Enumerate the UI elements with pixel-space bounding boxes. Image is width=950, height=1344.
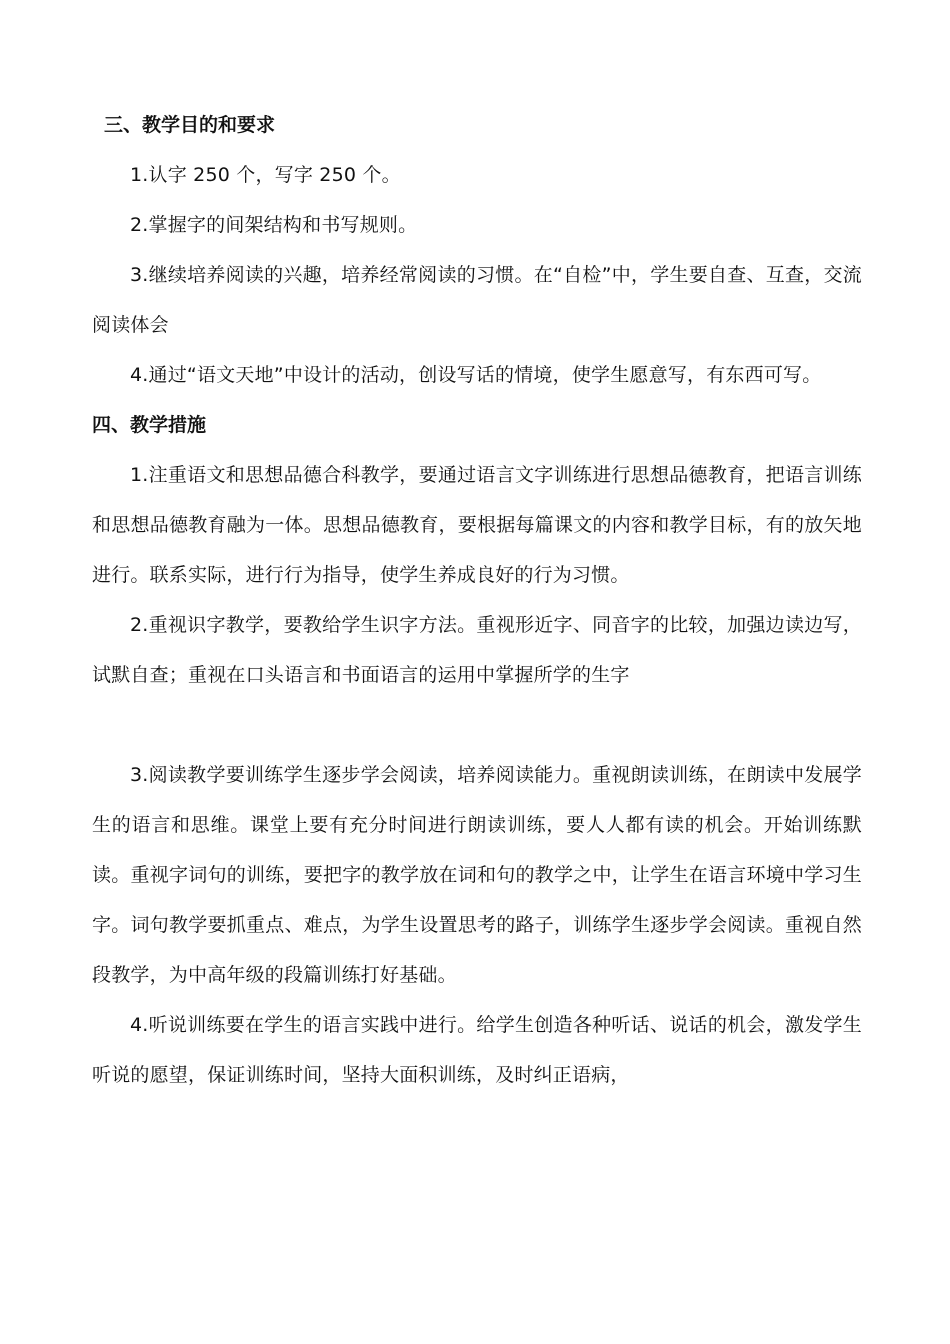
goal-item-1: 1.认字 250 个，写字 250 个。 [130, 164, 401, 186]
section-heading-teaching-goals: 三、教学目的和要求 [104, 114, 276, 136]
measure-item-1: 1.注重语文和思想品德合科教学，要通过语言文字训练进行思想品德教育，把语言训练和思想品德教育融为一体。思想品德教育，要根据每篇课文的内容和教学目标，有的放矢地进行。联系实际，进行行为指导，使学生养成良好的行为习惯。 [92, 464, 862, 586]
measure-item-2: 2.重视识字教学，要教给学生识字方法。重视形近字、同音字的比较，加强边读边写，试默自查；重视在口头语言和书面语言的运用中掌握所学的生字 [92, 614, 862, 686]
blank-line [92, 700, 862, 750]
document-page [92, 100, 862, 1100]
measure-item-4: 4.听说训练要在学生的语言实践中进行。给学生创造各种听话、说话的机会，激发学生听说的愿望，保证训练时间，坚持大面积训练，及时纠正语病， [92, 1014, 862, 1086]
measure-item-3: 3.阅读教学要训练学生逐步学会阅读，培养阅读能力。重视朗读训练，在朗读中发展学生的语言和思维。课堂上要有充分时间进行朗读训练，要人人都有读的机会。开始训练默读。重视字词句的训练，要把字的教学放在词和句的教学之中，让学生在语言环境中学习生字。词句教学要抓重点、难点，为学生设置思考的路子，训练学生逐步学会阅读。重视自然段教学，为中高年级的段篇训练打好基础。 [92, 764, 862, 986]
goal-item-2: 2.掌握字的间架结构和书写规则。 [130, 214, 418, 236]
section-heading-teaching-measures: 四、教学措施 [92, 414, 207, 436]
goal-item-3: 3.继续培养阅读的兴趣，培养经常阅读的习惯。在“自检”中，学生要自查、互查，交流阅读体会 [92, 264, 862, 336]
goal-item-4: 4.通过“语文天地”中设计的活动，创设写话的情境，使学生愿意写，有东西可写。 [130, 364, 822, 386]
